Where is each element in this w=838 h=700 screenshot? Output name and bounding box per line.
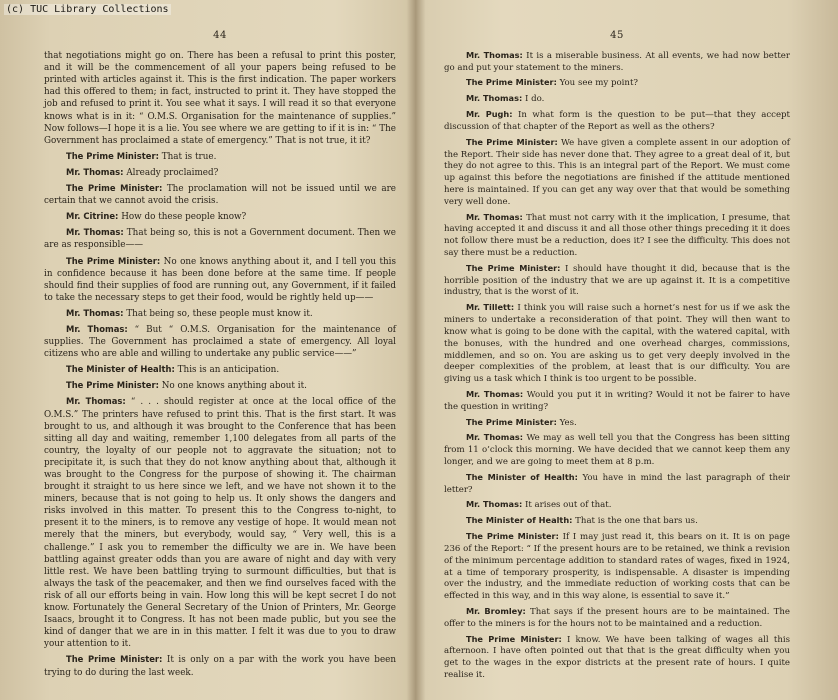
paragraph-text: That being so, these people must know it. [126, 308, 313, 319]
speaker-name: The Minister of Health: [466, 515, 573, 526]
transcript-paragraph [444, 302, 790, 386]
speaker-name: The Prime Minister: [466, 633, 562, 644]
transcript-paragraph [44, 226, 396, 251]
transcript-paragraph [44, 395, 396, 650]
speaker-name: Mr. Bromley: [466, 605, 526, 616]
transcript-paragraph [444, 212, 790, 260]
transcript-paragraph [444, 93, 790, 106]
left-paragraphs [44, 50, 396, 679]
speaker-name: The Minister of Health: [66, 364, 175, 375]
transcript-paragraph [44, 166, 396, 179]
right-page [444, 30, 790, 685]
paragraph-text: How do these people know? [121, 212, 247, 223]
speaker-name: Mr. Thomas: [66, 323, 128, 334]
paragraph-text: Already proclaimed? [126, 167, 219, 178]
speaker-name: Mr. Thomas: [466, 93, 523, 104]
page-number: 44 [213, 30, 227, 41]
paragraph-text: The proclamation will not be issued until we are certain that we cannot avoid the crisis. [44, 184, 397, 207]
transcript-paragraph [44, 363, 396, 376]
transcript-paragraph [44, 210, 396, 223]
paragraph-text: No one knows anything about it. [161, 381, 307, 392]
speaker-name: The Prime Minister: [66, 380, 159, 391]
speaker-name: Mr. Thomas: [66, 396, 126, 407]
transcript-paragraph [444, 137, 790, 209]
paragraph-text: I know. We have been talking of wages all this afternoon. I have often pointed out that that is the great difficulty when you get to the wages in the expor districts at the present rate of hours. I quite realise it. [444, 634, 791, 680]
transcript-paragraph [444, 417, 790, 430]
transcript-paragraph [444, 50, 790, 75]
paragraph-text: It is only on a par with the work you have been trying to do during the last week. [44, 655, 397, 678]
paragraph-text: Yes. [559, 417, 577, 428]
transcript-paragraph [44, 323, 396, 360]
speaker-name: Mr. Thomas: [466, 388, 524, 399]
paragraph-text: I think you will raise such a hornet’s nest for us if we ask the miners to undertake a reconsideration of that point. They will then want to know what is going to be done with the capital, with the watered capital, with the bonuses, with the hundred and one overhead charges, commissions, middlemen, and so on. You are asking us to get very deeply involved in the deeper complexities of the problem, at least that is our difficulty. You are giving us a task which I think is too urgent to be possible. [444, 303, 791, 385]
speaker-name: The Prime Minister: [466, 77, 557, 88]
transcript-paragraph [44, 50, 396, 147]
transcript-paragraph [444, 109, 790, 134]
transcript-paragraph [444, 531, 790, 603]
paragraph-text: that negotiations might go on. There has been a refusal to print this poster, and it will be the commencement of all your papers being refused to be printed with articles against it. This is the first indication. The paper workers had this offered to them; in fact, instructed to print it. They have stopped the job and refused to print it. You see what it says. I will read it so that everyone knows what is in it: “ O.M.S. Organisation for the maintenance of supplies.” Now follows—I hope it is a lie. You see where we are getting to if it is in: “ The Government has proclaimed a state of emergency.” That is not true, it it? [44, 51, 396, 146]
paragraph-text: You see my point? [559, 78, 639, 89]
transcript-paragraph [44, 653, 396, 678]
speaker-name: Mr. Thomas: [66, 166, 124, 177]
transcript-paragraph [444, 432, 790, 468]
paragraph-text: It is a miserable business. At all events, we had now better go and put your statement to the miners. [444, 50, 790, 73]
right-paragraphs [444, 50, 790, 682]
paragraph-text: That must not carry with it the implication, I presume, that having accepted it and discuss it and all those other things preceding it it does not follow there must be a reduction, does it? I see the difficulty. This does not say there must be a reduction. [444, 212, 790, 258]
left-page [44, 30, 396, 682]
speaker-name: Mr. Pugh: [466, 109, 513, 120]
speaker-name: Mr. Thomas: [466, 49, 523, 60]
paragraph-text: That is true. [161, 151, 217, 162]
transcript-paragraph [444, 606, 790, 631]
speaker-name: The Prime Minister: [466, 416, 557, 427]
transcript-paragraph [44, 379, 396, 392]
transcript-paragraph [44, 182, 396, 207]
speaker-name: The Prime Minister: [66, 654, 163, 665]
speaker-name: Mr. Citrine: [66, 211, 119, 222]
speaker-name: Mr. Thomas: [466, 432, 523, 443]
paragraph-text: This is an anticipation. [177, 365, 280, 376]
paragraph-text: That being so, this is not a Government document. Then we are as responsible—— [44, 228, 396, 251]
transcript-paragraph [444, 515, 790, 528]
transcript-paragraph [444, 263, 790, 299]
page-number: 45 [610, 30, 624, 41]
paragraph-text: We may as well tell you that the Congress has been sitting from 11 o’clock this morning. We have decided that we cannot keep them any longer, and we are going to meet them at 8 p.m. [444, 433, 791, 467]
speaker-name: The Prime Minister: [466, 136, 558, 147]
speaker-name: Mr. Tillett: [466, 302, 515, 313]
transcript-paragraph [444, 389, 790, 414]
speaker-name: The Prime Minister: [466, 531, 559, 542]
speaker-name: Mr. Thomas: [66, 307, 124, 318]
paragraph-text: If I may just read it, this bears on it. It is on page 236 of the Report: “ If the present hours are to be retained, we think a revision of the minimum percentage addition to standard rates of wages, fixed in 1924, at a time of temporary prosperity, is indispensable. A disaster is impending over the industry, and the immediate reduction of working costs that can be effected in this way, and in this way alone, is essential to save it.” [444, 532, 791, 602]
paragraph-text: “ . . . should register at once at the local office of the O.M.S.” The printers have refused to print this. That is the first start. It was brought to us, and although it was brought to the Conference that has been sitting all day and waiting, remember 1,100 delegates from all parts of the country, the loyalty of our people not to aggravate the situation; not to precipitate it, is such that they do not know anything about that, although it was brought to the Congress for the purpose of showing it. The chairman brought it straight to us here since we left, and we have not shown it to the miners, because that is not going to help us. It only shows the dangers and risks involved in this matter. To present this to the Congress to-night, to present it to the miners, is to remove any vestige of hope. It would mean not merely that the miners, but everybody, would say, “ Very well, this is a challenge.” I ask you to remember the difficulty we are in. We have been battling against greater odds than you are aware of night and day with very little rest. We have been battling trying to surmount difficulties, but that is always the task of the peacemaker, and then we find ourselves faced with the risk of all our efforts being in vain. How long this will be kept secret I do not know. Fortunately the General Secretary of the Union of Printers, Mr. George Isaacs, brought it to Congress. It has not been made public, but you see the kind of danger that we are in in this matter. I felt it was due to you to draw your attention to it. [44, 397, 397, 650]
paragraph-text: I do. [524, 94, 545, 105]
speaker-name: Mr. Thomas: [466, 211, 523, 222]
transcript-paragraph [44, 150, 396, 163]
speaker-name: The Prime Minister: [66, 183, 163, 194]
transcript-paragraph [444, 634, 790, 682]
speaker-name: The Prime Minister: [66, 150, 159, 161]
transcript-paragraph [444, 77, 790, 90]
paragraph-text: You have in mind the last paragraph of their letter? [444, 472, 790, 495]
speaker-name: The Prime Minister: [466, 262, 561, 273]
paragraph-text: It arises out of that. [524, 500, 612, 511]
speaker-name: Mr. Thomas: [66, 227, 124, 238]
speaker-name: The Minister of Health: [466, 471, 578, 482]
paragraph-text: Would you put it in writing? Would it not be fairer to have the question in writing? [444, 389, 790, 412]
paragraph-text: No one knows anything about it, and I tell you this in confidence because it has been done before at the same time. If people should find their supplies of food are running out, any Government, if it failed to take the necessary steps to get their food, would be rightly held up—— [44, 256, 397, 303]
speaker-name: Mr. Thomas: [466, 499, 523, 510]
transcript-paragraph [444, 472, 790, 497]
paragraph-text: We have given a complete assent in our adoption of the Report. Their side has never done that. They agree to a great deal of it, but they do not agree to this. This is an integral part of the Report. We must come up against this before the negotiations are finished if the attitude mentioned here is maintained. If you can get any way over that that would be something very well done. [444, 137, 790, 207]
transcript-paragraph [444, 499, 790, 512]
watermark: (c) TUC Library Collections [6, 4, 169, 15]
paragraph-text: I should have thought it did, because that is the horrible position of the industry that we are up against it. It is a competitive industry, that is the worst of it. [444, 263, 790, 298]
paragraph-text: That says if the present hours are to be maintained. The offer to the miners is for the hours not to be maintained and a reduction. [444, 606, 790, 629]
paragraph-text: “ But “ O.M.S. Organisation for the maintenance of supplies. The Government has proclaimed a state of emergency. All loyal citizens who are able and willing to undertake any public service——” [44, 324, 396, 360]
paragraph-text: That is the one that bars us. [575, 516, 698, 527]
paragraph-text: In what form is the question to be put—that they accept discussion of that chapter of the Report as well as the others? [444, 110, 790, 132]
transcript-paragraph [44, 255, 396, 304]
speaker-name: The Prime Minister: [66, 255, 161, 266]
transcript-paragraph [44, 307, 396, 320]
